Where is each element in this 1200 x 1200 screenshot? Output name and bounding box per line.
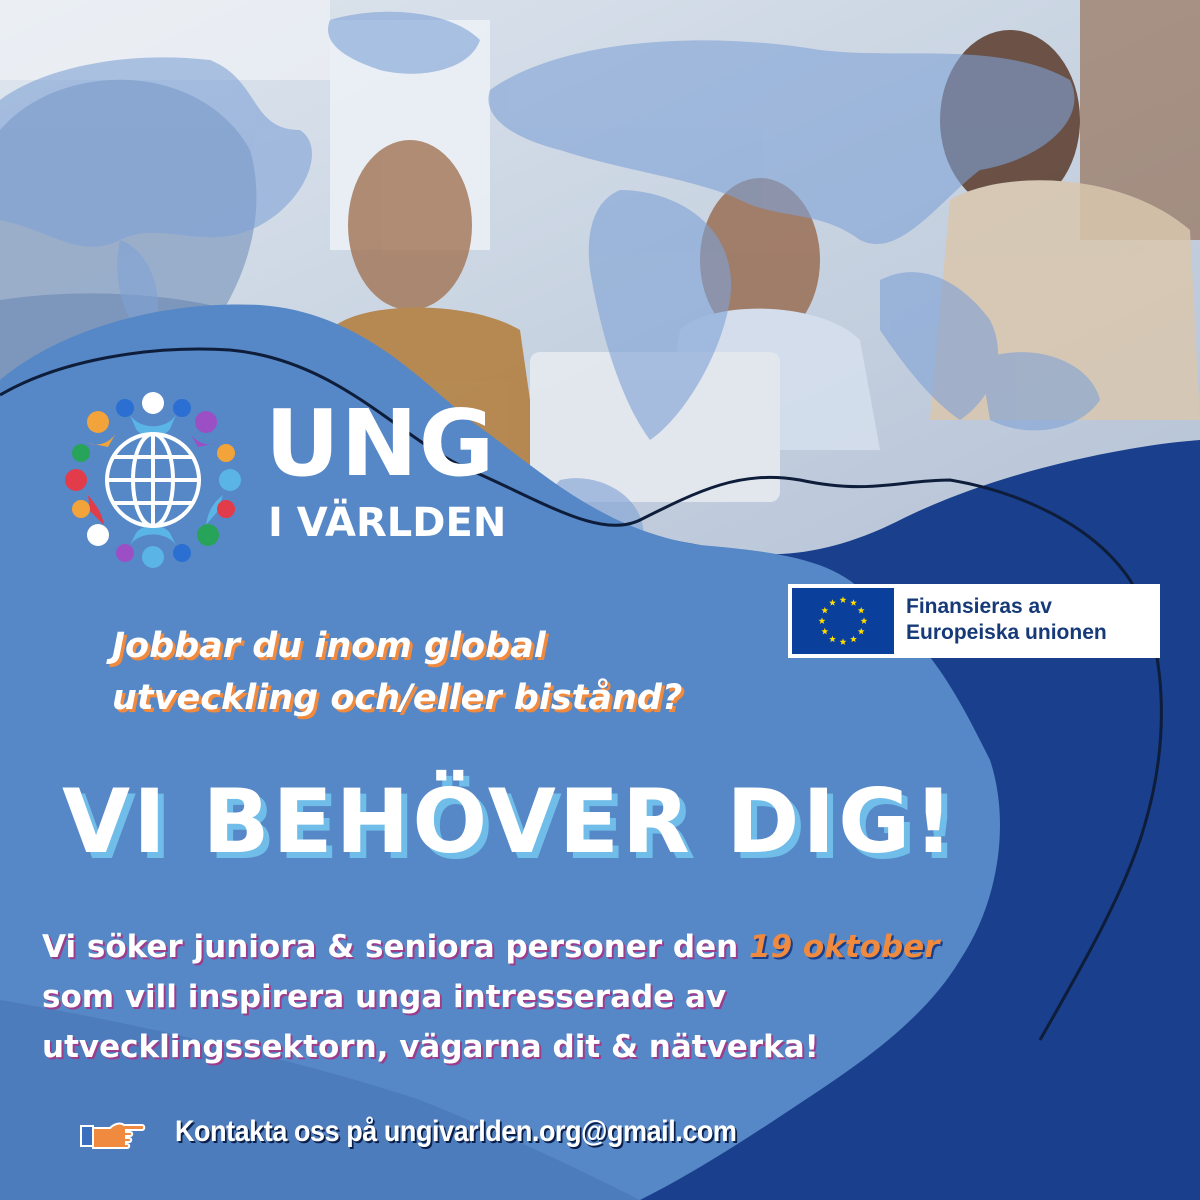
main-headline: VI BEHÖVER DIG! — [62, 770, 957, 873]
body-text — [42, 922, 1162, 1072]
brand-name: UNG — [265, 390, 496, 497]
eu-star — [861, 617, 868, 624]
eu-star — [858, 607, 865, 614]
contact-email[interactable]: Kontakta oss på ungivarlden.org@gmail.com — [175, 1115, 737, 1148]
eu-flag-icon — [792, 588, 894, 654]
body-line3: utvecklingssektorn, vägarna dit & nätverka! — [42, 1029, 819, 1065]
eu-star — [858, 628, 865, 635]
event-date: 19 oktober — [749, 929, 940, 965]
logo-emblem — [58, 385, 248, 575]
question-line1: Jobbar du inom global — [112, 626, 546, 666]
eu-star — [829, 599, 836, 606]
brand-subtitle: I VÄRLDEN — [268, 500, 507, 546]
question-line2: utveckling och/eller bistånd? — [112, 678, 683, 718]
logo — [58, 385, 248, 575]
eu-star — [821, 607, 828, 614]
eu-funding-line2: Europeiska unionen — [906, 621, 1107, 644]
pointing-hand-icon — [80, 1118, 146, 1150]
question-heading — [112, 620, 682, 724]
eu-star — [840, 638, 847, 645]
eu-star — [850, 636, 857, 643]
eu-star — [819, 617, 826, 624]
eu-funding-line1: Finansieras av — [906, 595, 1052, 618]
body-line2: som vill inspirera unga intresserade av — [42, 979, 727, 1015]
eu-star — [829, 636, 836, 643]
eu-star — [850, 599, 857, 606]
body-line1 — [42, 922, 1162, 972]
eu-funding-text — [906, 594, 1107, 646]
eu-funding-badge — [788, 584, 1160, 658]
body-line1-text: Vi söker juniora & seniora personer den — [42, 929, 739, 965]
eu-star — [821, 628, 828, 635]
eu-star — [840, 596, 847, 603]
globe-icon — [107, 434, 199, 526]
